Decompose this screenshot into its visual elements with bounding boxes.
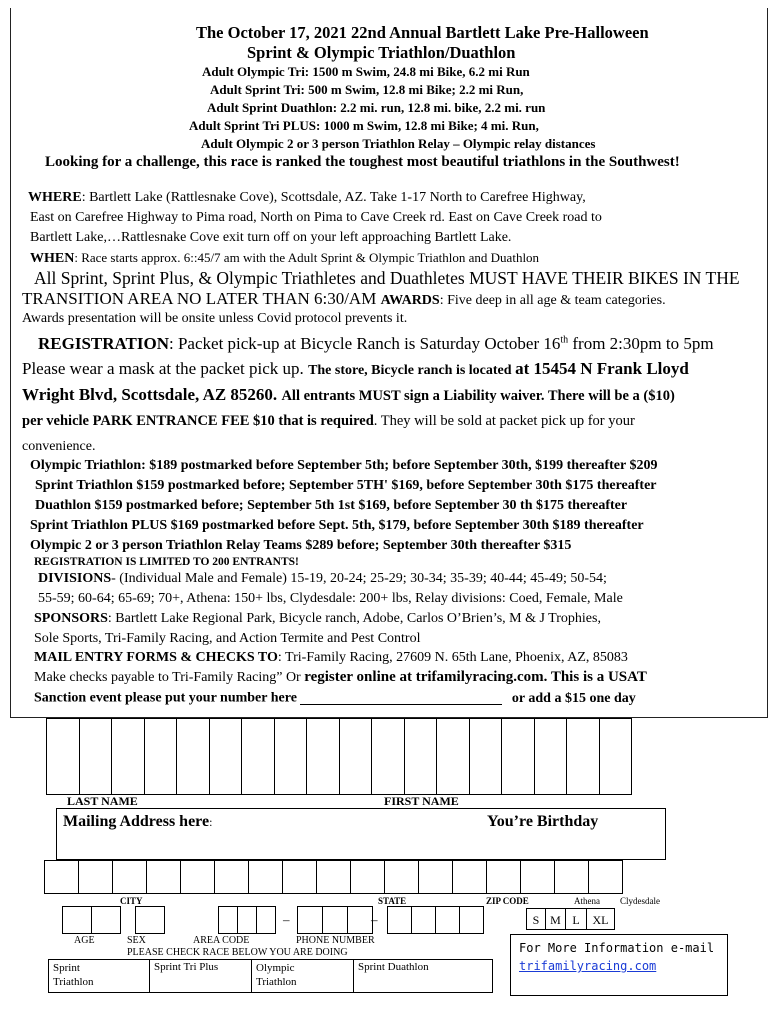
form-box[interactable] (534, 718, 568, 795)
tagline: Looking for a challenge, this race is ranked the toughest most beautiful triathlons in the Southwest! (45, 154, 680, 170)
where-label: WHERE (28, 190, 82, 205)
more-info-link[interactable]: trifamilyracing.com (519, 959, 657, 973)
name-boxes (47, 718, 632, 795)
divisions-label: DIVISIONS (38, 571, 112, 586)
phone-dash-2: – (371, 912, 378, 927)
sex-boxes (136, 906, 165, 934)
size-m[interactable] (545, 908, 566, 930)
check-race-label: PLEASE CHECK RACE BELOW YOU ARE DOING (127, 947, 348, 958)
divisions-line-1 (38, 571, 607, 587)
more-info-label: For More Information e-mail (519, 941, 715, 955)
form-box[interactable] (218, 906, 238, 934)
race-option-duathlon[interactable] (353, 959, 493, 993)
price-sprint: Sprint Triathlon $159 postmarked before; September 5TH' $169, before September 30th $175 thereafter (35, 478, 657, 493)
registration-pickup: : Packet pick-up at Bicycle Ranch is Saturday October 16 (169, 334, 561, 353)
athena-label: Athena (574, 896, 600, 906)
form-box[interactable] (411, 906, 436, 934)
form-box[interactable] (316, 860, 351, 894)
registration-line-4 (22, 413, 635, 430)
form-box[interactable] (436, 718, 470, 795)
form-box[interactable] (274, 718, 308, 795)
form-box[interactable] (404, 718, 438, 795)
race-option-sprint-tri-label: Sprint Triathlon (53, 962, 94, 988)
price-olympic: Olympic Triathlon: $189 postmarked before September 5th; before September 30th, $199 thereafter $209 (30, 458, 658, 473)
store-note: The store, Bicycle ranch is located (308, 363, 516, 378)
registration-label: REGISTRATION (38, 334, 169, 353)
form-box[interactable] (112, 860, 147, 894)
form-box[interactable] (469, 718, 503, 795)
form-box[interactable] (306, 718, 340, 795)
age-label: AGE (74, 935, 95, 946)
registration-limit: REGISTRATION IS LIMITED TO 200 ENTRANTS! (34, 556, 299, 568)
size-xl-label: XL (592, 913, 609, 927)
form-box[interactable] (111, 718, 145, 795)
race-olympic: Adult Olympic Tri: 1500 m Swim, 24.8 mi Bike, 6.2 mi Run (202, 64, 530, 79)
sponsors-label: SPONSORS (34, 611, 108, 626)
city-state-zip-boxes (45, 860, 623, 894)
state-label: STATE (378, 896, 407, 906)
mail-line-2 (34, 669, 647, 686)
registration-line-1 (38, 334, 714, 354)
store-address-1: at 15454 N Frank Lloyd (515, 359, 689, 378)
sponsors-line-1 (34, 611, 601, 627)
race-sprint: Adult Sprint Tri: 500 m Swim, 12.8 mi Bike; 2.2 mi Run, (210, 82, 524, 97)
mail-line-1 (34, 650, 628, 666)
park-fee-note: . They will be sold at packet pick up for your (373, 413, 635, 429)
bikes-line-2 (22, 289, 666, 309)
form-box[interactable] (520, 860, 555, 894)
mask-note: Please wear a mask at the packet pick up. (22, 359, 309, 378)
form-box[interactable] (214, 860, 249, 894)
price-sprint-plus: Sprint Triathlon PLUS $169 postmarked before Sept. 5th, $179, before September 30th $189 thereafter (30, 518, 644, 533)
size-s[interactable] (526, 908, 546, 930)
form-box[interactable] (91, 906, 121, 934)
race-sprint-plus: Adult Sprint Tri PLUS: 1000 m Swim, 12.8 mi Bike; 4 mi. Run, (189, 118, 539, 133)
size-l[interactable] (565, 908, 587, 930)
title-line-1: The October 17, 2021 22nd Annual Bartlett Lake Pre-Halloween (196, 23, 649, 42)
phone-number-label: PHONE NUMBER (296, 935, 375, 946)
form-box[interactable] (350, 860, 385, 894)
awards-note: Awards presentation will be onsite unless Covid protocol prevents it. (22, 311, 408, 326)
form-box[interactable] (322, 906, 348, 934)
form-box[interactable] (62, 906, 92, 934)
form-box[interactable] (384, 860, 419, 894)
form-box[interactable] (486, 860, 521, 894)
waiver-note: All entrants MUST sign a Liability waiver. There will be a ($10) (281, 388, 675, 404)
more-info-box (510, 934, 728, 996)
registration-line-3 (22, 385, 675, 405)
form-box[interactable] (46, 718, 80, 795)
form-box[interactable] (79, 718, 113, 795)
size-m-label: M (550, 913, 561, 927)
form-box[interactable] (599, 718, 633, 795)
form-box[interactable] (209, 718, 243, 795)
mail-line-3 (34, 690, 636, 707)
form-box[interactable] (566, 718, 600, 795)
form-box[interactable] (237, 906, 257, 934)
registration-pickup-sup: th (560, 334, 569, 346)
register-online: register online at trifamilyracing.com (304, 669, 544, 685)
form-box[interactable] (588, 860, 623, 894)
form-box[interactable] (387, 906, 412, 934)
sponsors-line-2: Sole Sports, Tri-Family Racing, and Action Termite and Pest Control (34, 631, 421, 646)
form-box[interactable] (176, 718, 210, 795)
form-box[interactable] (144, 718, 178, 795)
birthday-label: You’re Birthday (487, 813, 599, 830)
zip-label: ZIP CODE (486, 896, 529, 906)
usat-number-label: Sanction event please put your number here (34, 690, 297, 706)
registration-line-2 (22, 359, 689, 379)
where-text: : Bartlett Lake (Rattlesnake Cove), Scottsdale, AZ. Take 1-17 North to Carefree Highway, (81, 190, 586, 205)
mailing-address-box[interactable] (56, 808, 666, 860)
price-duathlon: Duathlon $159 postmarked before; September 5th 1st $169, before September 30 th $175 thereafter (35, 498, 628, 513)
size-l-label: L (572, 913, 580, 927)
usat-number-input[interactable] (300, 690, 502, 705)
bikes-deadline: TRANSITION AREA NO LATER THAN 6:30/AM (22, 289, 377, 308)
form-box[interactable] (435, 906, 460, 934)
race-option-olympic[interactable] (251, 959, 354, 993)
last-name-label: LAST NAME (67, 794, 138, 808)
form-box[interactable] (347, 906, 373, 934)
race-option-duathlon-label: Sprint Duathlon (358, 961, 429, 973)
where-line-2: East on Carefree Highway to Pima road, North on Pima to Cave Creek rd. East on Cave Creek road to (30, 210, 602, 225)
divisions-line-2: 55-59; 60-64; 65-69; 70+, Athena: 150+ lbs, Clydesdale: 200+ lbs, Relay divisions: Coed, Female, Male (38, 591, 623, 606)
area-code-label: AREA CODE (193, 935, 250, 946)
race-duathlon: Adult Sprint Duathlon: 2.2 mi. run, 12.8 mi. bike, 2.2 mi. run (207, 100, 546, 115)
race-option-sprint-plus[interactable] (149, 959, 252, 993)
mail-address: : Tri-Family Racing, 27609 N. 65th Lane, Phoenix, AZ, 85083 (277, 650, 628, 665)
one-day-note: or add a $15 one day (511, 690, 636, 706)
race-option-olympic-label: Olympic Triathlon (256, 962, 297, 988)
size-s-label: S (532, 913, 540, 927)
when-line (30, 250, 539, 267)
divisions-text: - (Individual Male and Female) 15-19, 20-24; 25-29; 30-34; 35-39; 40-44; 45-49; 50-54; (111, 571, 607, 586)
where-line-1 (28, 190, 586, 206)
phone-prefix-boxes (298, 906, 373, 934)
price-relay: Olympic 2 or 3 person Triathlon Relay Teams $289 before; September 30th thereafter $315 (30, 538, 572, 553)
form-box[interactable] (241, 718, 275, 795)
mailing-address-label (63, 813, 212, 831)
form-box[interactable] (282, 860, 317, 894)
awards-label: AWARDS (380, 293, 440, 308)
form-box[interactable] (135, 906, 165, 934)
phone-dash-1: – (283, 912, 290, 927)
form-box[interactable] (248, 860, 283, 894)
form-box[interactable] (371, 718, 405, 795)
where-line-3: Bartlett Lake,…Rattlesnake Cove exit turn off on your left approaching Bartlett Lake. (30, 230, 512, 245)
mailing-address-text: Mailing Address here (63, 813, 210, 830)
form-box[interactable] (256, 906, 276, 934)
form-box[interactable] (452, 860, 487, 894)
registration-line-5: convenience. (22, 439, 96, 454)
usat-note: . This is a USAT (543, 669, 647, 685)
store-address-2: Wright Blvd, Scottsdale, AZ 85260. (22, 385, 282, 404)
form-box[interactable] (44, 860, 79, 894)
age-boxes (63, 906, 121, 934)
payable-note: Make checks payable to Tri-Family Racing” Or (34, 670, 305, 685)
mailing-address-colon: : (209, 815, 213, 829)
area-code-boxes (219, 906, 276, 934)
first-name-label: FIRST NAME (384, 794, 459, 808)
clydesdale-label: Clydesdale (620, 896, 660, 906)
form-box[interactable] (339, 718, 373, 795)
awards-text: : Five deep in all age & team categories. (439, 293, 666, 308)
form-box[interactable] (297, 906, 323, 934)
size-xl[interactable] (586, 908, 615, 930)
when-label: WHEN (30, 251, 75, 266)
form-box[interactable] (146, 860, 181, 894)
bikes-line-1: All Sprint, Sprint Plus, & Olympic Triathletes and Duathletes MUST HAVE THEIR BIKES IN THE (34, 268, 740, 288)
race-relay: Adult Olympic 2 or 3 person Triathlon Relay – Olympic relay distances (201, 136, 596, 151)
sponsors-text: : Bartlett Lake Regional Park, Bicycle ranch, Adobe, Carlos O’Brien’s, M & J Trophies, (107, 611, 601, 626)
form-box[interactable] (180, 860, 215, 894)
race-option-sprint-plus-label: Sprint Tri Plus (154, 961, 219, 973)
sex-label: SEX (127, 935, 146, 946)
form-box[interactable] (418, 860, 453, 894)
city-label: CITY (120, 896, 143, 906)
registration-pickup-time: from 2:30pm to 5pm (568, 334, 714, 353)
form-box[interactable] (501, 718, 535, 795)
park-fee: per vehicle PARK ENTRANCE FEE $10 that is required (22, 413, 374, 429)
form-box[interactable] (459, 906, 484, 934)
form-box[interactable] (554, 860, 589, 894)
race-option-sprint-tri[interactable] (48, 959, 150, 993)
when-text: : Race starts approx. 6::45/7 am with the Adult Sprint & Olympic Triathlon and Duathlon (74, 250, 540, 265)
mail-label: MAIL ENTRY FORMS & CHECKS TO (34, 650, 278, 665)
title-line-2: Sprint & Olympic Triathlon/Duathlon (247, 43, 516, 62)
phone-line-boxes (388, 906, 484, 934)
form-box[interactable] (78, 860, 113, 894)
